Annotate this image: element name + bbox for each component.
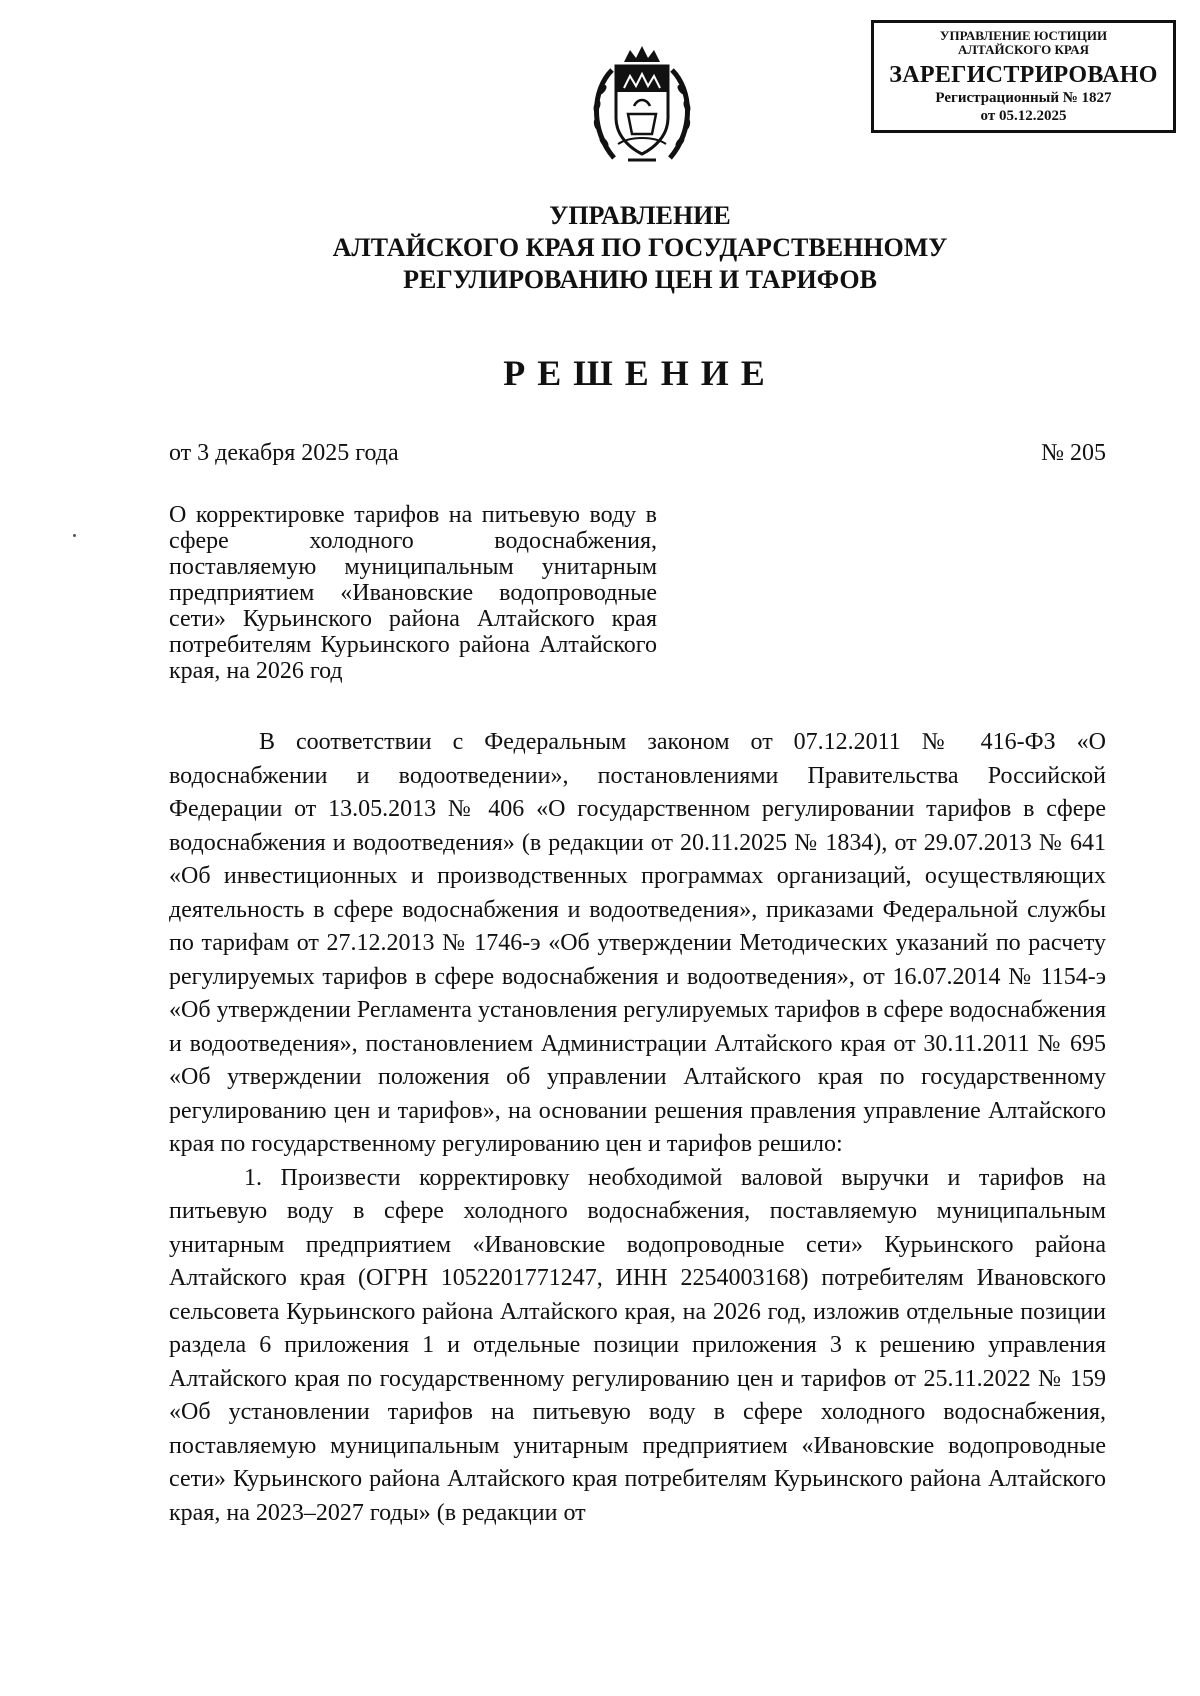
authority-line2: АЛТАЙСКОГО КРАЯ ПО ГОСУДАРСТВЕННОМУ (332, 233, 948, 262)
stamp-reg-number: Регистрационный № 1827 (935, 90, 1112, 106)
scan-speck (73, 534, 76, 537)
item-1-paragraph: 1. Произвести корректировку необходимой валовой выручки и тарифов на питьевую воду в сфере холодного водоснабжения, поставляемую муниципальным унитарным предприятием «Ивановские водопроводные сети» Курьинского района Алтайского края (ОГРН 1052201771247, ИНН 2254003168) потребителям Ивановского сельсовета Курьинского района Алтайского края, на 2026 год, изложив отдельные позиции раздела 6 приложения 1 и отдельные позиции приложения 3 к решению управления Алтайского края по государственному регулированию цен и тарифов от 25.11.2022 № 159 «Об установлении тарифов на питьевую воду в сфере холодного водоснабжения, поставляемую муниципальным унитарным предприятием «Ивановские водопроводные сети» Курьинского района Алтайского края потребителям Курьинского района Алтайского края, на 2023–2027 годы» (в редакции от (169, 1164, 1106, 1526)
stamp-reg-date: от 05.12.2025 (980, 108, 1067, 124)
stamp-authority-line1: УПРАВЛЕНИЕ ЮСТИЦИИ (939, 28, 1108, 43)
authority-line1: УПРАВЛЕНИЕ (549, 201, 731, 230)
document-subject: О корректировке тарифов на питьевую воду в сфере холодного водоснабжения, поставляемую муниципальным унитарным предприятием «Ивановские водопроводные сети» Курьинского района Алтайского края потребителям Курьинского района Алтайского края, на 2026 год (169, 502, 657, 684)
registration-stamp (871, 20, 1176, 133)
preamble-paragraph: В соответствии с Федеральным законом от 07.12.2011 № 416-ФЗ «О водоснабжении и водоотведении», постановлениями Правительства Российской Федерации от 13.05.2013 № 406 «О государственном регулировании тарифов в сфере водоснабжения и водоотведения» (в редакции от 20.11.2025 № 1834), от 29.07.2013 № 641 «Об инвестиционных и производственных программах организаций, осуществляющих деятельность в сфере водоснабжения и водоотведения», приказами Федеральной службы по тарифам от 27.12.2013 № 1746-э «Об утверждении Методических указаний по расчету регулируемых тарифов в сфере водоснабжения и водоотведения», от 16.07.2014 № 1154-э «Об утверждении Регламента установления регулируемых тарифов в сфере водоснабжения и водоотведения», постановлением Администрации Алтайского края от 30.11.2011 № 695 «Об утверждении положения об управлении Алтайского края по государственному регулированию цен и тарифов», на основании решения правления управление Алтайского края по государственному регулированию цен и тарифов решило: (169, 729, 1106, 1157)
altai-coat-of-arms-icon (578, 40, 706, 180)
authority-line3: РЕГУЛИРОВАНИЮ ЦЕН И ТАРИФОВ (403, 265, 877, 294)
stamp-authority-line2: АЛТАЙСКОГО КРАЯ (958, 42, 1089, 57)
document-date: от 3 декабря 2025 года (169, 440, 399, 466)
document-number: № 205 (1041, 440, 1106, 466)
issuing-authority (200, 200, 1080, 296)
document-type: РЕШЕНИЕ (503, 353, 777, 393)
stamp-status: ЗАРЕГИСТРИРОВАНО (889, 62, 1158, 88)
document-body (169, 726, 1106, 1530)
